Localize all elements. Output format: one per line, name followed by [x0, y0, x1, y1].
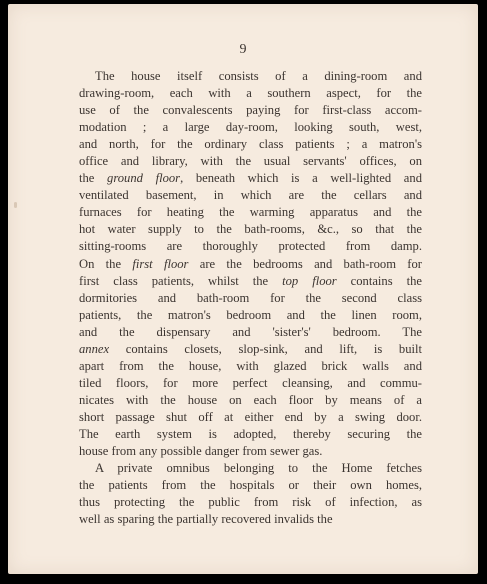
text-run: The house itself consists of a dining-room and — [95, 69, 422, 83]
text-line — [79, 290, 422, 307]
text-line — [79, 409, 422, 426]
text-run: house from any possible danger from sewer gas. — [79, 444, 323, 459]
text-line — [79, 477, 422, 494]
text-run: and north, for the ordinary class patients ; a matron's — [79, 137, 422, 152]
paragraph — [79, 68, 422, 460]
text-run: short passage shut off at either end by a swing door. — [79, 409, 422, 424]
text-line — [79, 136, 422, 153]
text-run: thus protecting the public from risk of infection, as — [79, 495, 422, 510]
italic-text-run: first floor — [132, 256, 189, 271]
text-run: tiled floors, for more perfect cleansing, and commu- — [79, 375, 422, 390]
text-run: use of the convalescents paying for first-class accom- — [79, 103, 422, 118]
text-line — [79, 358, 422, 375]
body-text — [79, 68, 422, 528]
text-run: furnaces for heating the warming apparatus and the — [79, 205, 422, 220]
text-line — [79, 256, 422, 273]
text-line — [79, 307, 422, 324]
text-run: office and library, with the usual servants' offices, on — [79, 154, 422, 169]
page-blemish — [14, 202, 17, 208]
text-line — [79, 443, 422, 460]
text-line — [79, 375, 422, 392]
text-line — [79, 204, 422, 221]
text-run: contains the — [336, 273, 422, 288]
text-run: sitting-rooms are thoroughly protected from damp. — [79, 239, 422, 254]
text-line — [79, 511, 422, 528]
text-run: The earth system is adopted, thereby securing the — [79, 426, 422, 441]
text-line — [79, 426, 422, 443]
text-run: On the — [79, 256, 133, 271]
text-run: modation ; a large day-room, looking south, west, — [79, 120, 422, 135]
text-line — [79, 187, 422, 204]
text-line — [79, 119, 422, 136]
text-run: apart from the house, with glazed brick walls and — [79, 358, 422, 373]
text-line — [79, 238, 422, 255]
text-line — [79, 273, 422, 290]
text-line — [79, 460, 422, 477]
paragraph — [79, 460, 422, 528]
text-run: hot water supply to the bath-rooms, &c., so that the — [79, 222, 422, 237]
text-run: drawing-room, each with a southern aspect, for the — [79, 86, 422, 101]
text-run: are the bedrooms and bath-room for — [188, 256, 422, 271]
text-run: the patients from the hospitals or their own homes, — [79, 478, 422, 493]
text-run: A private omnibus belonging to the Home fetches — [95, 461, 422, 476]
italic-text-run: top floor — [282, 273, 337, 288]
text-line — [79, 324, 422, 341]
text-run: and the dispensary and 'sister's' bedroom. The — [79, 324, 422, 339]
text-line — [79, 221, 422, 238]
text-run: , beneath which is a well-lighted and — [180, 171, 422, 186]
text-line — [79, 153, 422, 170]
italic-text-run: annex — [79, 341, 110, 356]
text-run: well as sparing the partially recovered invalids the — [79, 512, 333, 527]
text-run: ventilated basement, in which are the cellars and — [79, 188, 422, 203]
text-run: the — [79, 171, 108, 186]
text-line — [79, 341, 422, 358]
page-number: 9 — [239, 42, 247, 57]
text-run: contains closets, slop-sink, and lift, is built — [109, 341, 422, 356]
scanned-page — [8, 4, 478, 574]
text-run: first class patients, whilst the — [79, 273, 283, 288]
text-line — [79, 85, 422, 102]
text-line — [79, 170, 422, 187]
text-line — [79, 68, 422, 85]
text-line — [79, 102, 422, 119]
text-line — [79, 392, 422, 409]
text-run: nicates with the house on each floor by means of a — [79, 392, 422, 407]
italic-text-run: ground floor — [107, 171, 181, 186]
text-run: dormitories and bath-room for the second class — [79, 290, 422, 305]
text-line — [79, 494, 422, 511]
text-run: patients, the matron's bedroom and the linen room, — [79, 307, 422, 322]
